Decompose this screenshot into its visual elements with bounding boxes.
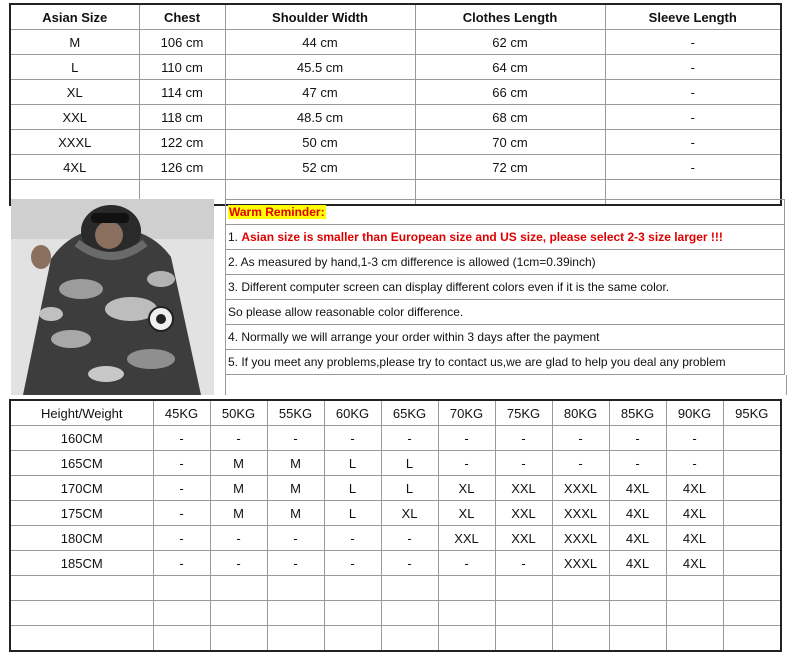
- recommended-size-cell: [324, 576, 381, 601]
- height-weight-row: [10, 576, 781, 601]
- recommended-size-cell: [381, 576, 438, 601]
- height-cell: 170CM: [10, 476, 153, 501]
- height-weight-table: [9, 399, 782, 652]
- size-cell-sleeve-length: -: [605, 105, 781, 130]
- height-weight-row: [10, 476, 781, 501]
- recommended-size-cell: -: [666, 426, 723, 451]
- recommended-size-cell: [723, 601, 781, 626]
- recommended-size-cell: -: [381, 526, 438, 551]
- height-weight-row: [10, 526, 781, 551]
- recommended-size-cell: -: [438, 451, 495, 476]
- size-cell-shoulder-width: 48.5 cm: [225, 105, 415, 130]
- recommended-size-cell: XXL: [495, 501, 552, 526]
- reminder-note-2: [226, 250, 785, 275]
- size-cell-shoulder-width: 52 cm: [225, 155, 415, 180]
- size-cell-chest: 110 cm: [139, 55, 225, 80]
- recommended-size-cell: -: [381, 551, 438, 576]
- size-header-asian-size: Asian Size: [10, 4, 139, 30]
- weight-header: 85KG: [609, 400, 666, 426]
- recommended-size-cell: [438, 626, 495, 652]
- size-chart-header-row: [10, 4, 781, 30]
- size-cell-asian-size: M: [10, 30, 139, 55]
- weight-header: 60KG: [324, 400, 381, 426]
- recommended-size-cell: XL: [438, 476, 495, 501]
- reminder-note-5: [226, 350, 785, 375]
- recommended-size-cell: [723, 551, 781, 576]
- size-chart-table: [9, 3, 782, 206]
- recommended-size-cell: [666, 576, 723, 601]
- size-cell-clothes-length: 64 cm: [415, 55, 605, 80]
- size-cell-asian-size: L: [10, 55, 139, 80]
- product-photo: [11, 199, 214, 395]
- size-chart-row: [10, 130, 781, 155]
- model-photo-illustration: [11, 199, 214, 395]
- recommended-size-cell: -: [438, 551, 495, 576]
- size-cell-clothes-length: 72 cm: [415, 155, 605, 180]
- recommended-size-cell: [153, 576, 210, 601]
- recommended-size-cell: XXL: [438, 526, 495, 551]
- height-cell: 185CM: [10, 551, 153, 576]
- recommended-size-cell: L: [381, 476, 438, 501]
- recommended-size-cell: M: [267, 451, 324, 476]
- size-cell-sleeve-length: -: [605, 30, 781, 55]
- recommended-size-cell: [381, 601, 438, 626]
- recommended-size-cell: 4XL: [609, 551, 666, 576]
- weight-header: 45KG: [153, 400, 210, 426]
- note-1-prefix: 1.: [228, 230, 242, 244]
- size-chart-row: [10, 105, 781, 130]
- recommended-size-cell: XXL: [495, 526, 552, 551]
- recommended-size-cell: 4XL: [666, 501, 723, 526]
- size-cell-asian-size: XL: [10, 80, 139, 105]
- recommended-size-cell: [495, 601, 552, 626]
- recommended-size-cell: 4XL: [666, 526, 723, 551]
- warm-reminder-title: Warm Reminder:: [229, 205, 325, 219]
- recommended-size-cell: -: [324, 551, 381, 576]
- recommended-size-cell: -: [324, 526, 381, 551]
- height-cell: 175CM: [10, 501, 153, 526]
- size-cell-sleeve-length: -: [605, 155, 781, 180]
- recommended-size-cell: XL: [438, 501, 495, 526]
- recommended-size-cell: -: [153, 526, 210, 551]
- recommended-size-cell: L: [324, 451, 381, 476]
- height-weight-row: [10, 501, 781, 526]
- height-cell: 165CM: [10, 451, 153, 476]
- note-5-text: 5. If you meet any problems,please try to contact us,we are glad to help you deal any problem: [226, 350, 785, 375]
- recommended-size-cell: [723, 501, 781, 526]
- recommended-size-cell: [210, 626, 267, 652]
- recommended-size-cell: -: [210, 551, 267, 576]
- size-cell-sleeve-length: -: [605, 55, 781, 80]
- recommended-size-cell: [723, 576, 781, 601]
- height-weight-row: [10, 426, 781, 451]
- size-cell-clothes-length: 70 cm: [415, 130, 605, 155]
- recommended-size-cell: -: [324, 426, 381, 451]
- recommended-size-cell: [267, 601, 324, 626]
- recommended-size-cell: [381, 626, 438, 652]
- height-weight-corner: Height/Weight: [10, 400, 153, 426]
- recommended-size-cell: -: [552, 451, 609, 476]
- recommended-size-cell: -: [210, 426, 267, 451]
- note-3-text: 3. Different computer screen can display different colors even if it is the same color.: [226, 275, 785, 300]
- recommended-size-cell: -: [153, 451, 210, 476]
- size-cell-chest: 118 cm: [139, 105, 225, 130]
- recommended-size-cell: [495, 576, 552, 601]
- recommended-size-cell: 4XL: [609, 526, 666, 551]
- recommended-size-cell: XXL: [495, 476, 552, 501]
- note-2-text: 2. As measured by hand,1-3 cm difference is allowed (1cm=0.39inch): [226, 250, 785, 275]
- height-cell: [10, 626, 153, 652]
- recommended-size-cell: -: [495, 551, 552, 576]
- recommended-size-cell: [153, 626, 210, 652]
- weight-header: 55KG: [267, 400, 324, 426]
- recommended-size-cell: XXXL: [552, 526, 609, 551]
- size-cell-chest: 126 cm: [139, 155, 225, 180]
- recommended-size-cell: M: [267, 476, 324, 501]
- size-header-chest: Chest: [139, 4, 225, 30]
- recommended-size-cell: L: [324, 501, 381, 526]
- size-header-sleeve-length: Sleeve Length: [605, 4, 781, 30]
- height-cell: [10, 576, 153, 601]
- recommended-size-cell: -: [666, 451, 723, 476]
- recommended-size-cell: L: [381, 451, 438, 476]
- recommended-size-cell: XL: [381, 501, 438, 526]
- recommended-size-cell: 4XL: [666, 551, 723, 576]
- recommended-size-cell: [210, 601, 267, 626]
- size-cell-chest: 114 cm: [139, 80, 225, 105]
- recommended-size-cell: -: [609, 451, 666, 476]
- size-cell-clothes-length: 62 cm: [415, 30, 605, 55]
- recommended-size-cell: 4XL: [609, 501, 666, 526]
- size-chart-row: [10, 30, 781, 55]
- size-header-clothes-length: Clothes Length: [415, 4, 605, 30]
- recommended-size-cell: [438, 576, 495, 601]
- size-cell-sleeve-length: -: [605, 130, 781, 155]
- weight-header: 80KG: [552, 400, 609, 426]
- height-weight-row: [10, 451, 781, 476]
- recommended-size-cell: XXXL: [552, 476, 609, 501]
- size-cell-asian-size: XXL: [10, 105, 139, 130]
- recommended-size-cell: [666, 601, 723, 626]
- note-4-text: 4. Normally we will arrange your order within 3 days after the payment: [226, 325, 785, 350]
- note-3b-text: So please allow reasonable color difference.: [226, 300, 785, 325]
- height-weight-row: [10, 551, 781, 576]
- recommended-size-cell: M: [210, 501, 267, 526]
- recommended-size-cell: [552, 601, 609, 626]
- recommended-size-cell: -: [438, 426, 495, 451]
- size-cell-chest: 106 cm: [139, 30, 225, 55]
- height-cell: [10, 601, 153, 626]
- size-cell-asian-size: XXXL: [10, 130, 139, 155]
- recommended-size-cell: M: [210, 476, 267, 501]
- size-cell-shoulder-width: 45.5 cm: [225, 55, 415, 80]
- recommended-size-cell: [267, 576, 324, 601]
- weight-header: 95KG: [723, 400, 781, 426]
- recommended-size-cell: XXXL: [552, 551, 609, 576]
- recommended-size-cell: -: [153, 551, 210, 576]
- size-chart-row: [10, 55, 781, 80]
- reminder-note-1: [226, 225, 785, 250]
- size-chart-row: [10, 155, 781, 180]
- recommended-size-cell: [552, 576, 609, 601]
- recommended-size-cell: [723, 426, 781, 451]
- recommended-size-cell: -: [552, 426, 609, 451]
- recommended-size-cell: [267, 626, 324, 652]
- size-chart-row: [10, 80, 781, 105]
- height-weight-row: [10, 626, 781, 652]
- recommended-size-cell: [723, 526, 781, 551]
- note-1-warning: Asian size is smaller than European size and US size, please select 2-3 size larger !!!: [241, 230, 723, 244]
- recommended-size-cell: M: [210, 451, 267, 476]
- recommended-size-cell: [723, 476, 781, 501]
- recommended-size-cell: -: [495, 426, 552, 451]
- height-weight-row: [10, 601, 781, 626]
- recommended-size-cell: [609, 626, 666, 652]
- recommended-size-cell: [324, 626, 381, 652]
- recommended-size-cell: -: [153, 426, 210, 451]
- recommended-size-cell: -: [153, 501, 210, 526]
- recommended-size-cell: 4XL: [666, 476, 723, 501]
- size-cell-chest: 122 cm: [139, 130, 225, 155]
- reminder-note-4: [226, 325, 785, 350]
- recommended-size-cell: -: [381, 426, 438, 451]
- weight-header: 65KG: [381, 400, 438, 426]
- recommended-size-cell: -: [267, 526, 324, 551]
- recommended-size-cell: [552, 626, 609, 652]
- recommended-size-cell: 4XL: [609, 476, 666, 501]
- height-cell: 160CM: [10, 426, 153, 451]
- reminder-note-3: [226, 275, 785, 300]
- recommended-size-cell: [495, 626, 552, 652]
- recommended-size-cell: -: [267, 426, 324, 451]
- recommended-size-cell: M: [267, 501, 324, 526]
- recommended-size-cell: [438, 601, 495, 626]
- recommended-size-cell: [666, 626, 723, 652]
- recommended-size-cell: XXXL: [552, 501, 609, 526]
- weight-header: 75KG: [495, 400, 552, 426]
- recommended-size-cell: [609, 601, 666, 626]
- weight-header: 90KG: [666, 400, 723, 426]
- weight-header: 50KG: [210, 400, 267, 426]
- reminder-blank-row: [225, 375, 787, 395]
- size-cell-shoulder-width: 44 cm: [225, 30, 415, 55]
- size-cell-clothes-length: 66 cm: [415, 80, 605, 105]
- recommended-size-cell: L: [324, 476, 381, 501]
- height-weight-header-row: [10, 400, 781, 426]
- recommended-size-cell: -: [267, 551, 324, 576]
- size-header-shoulder-width: Shoulder Width: [225, 4, 415, 30]
- reminder-notes: [225, 199, 785, 375]
- size-cell-shoulder-width: 47 cm: [225, 80, 415, 105]
- reminder-title-row: [226, 200, 785, 225]
- recommended-size-cell: [723, 451, 781, 476]
- recommended-size-cell: -: [609, 426, 666, 451]
- reminder-note-3b: [226, 300, 785, 325]
- size-cell-asian-size: 4XL: [10, 155, 139, 180]
- recommended-size-cell: [324, 601, 381, 626]
- recommended-size-cell: [609, 576, 666, 601]
- size-cell-sleeve-length: -: [605, 80, 781, 105]
- recommended-size-cell: -: [153, 476, 210, 501]
- size-cell-clothes-length: 68 cm: [415, 105, 605, 130]
- recommended-size-cell: -: [495, 451, 552, 476]
- recommended-size-cell: [210, 576, 267, 601]
- size-cell-shoulder-width: 50 cm: [225, 130, 415, 155]
- recommended-size-cell: -: [210, 526, 267, 551]
- recommended-size-cell: [723, 626, 781, 652]
- height-cell: 180CM: [10, 526, 153, 551]
- weight-header: 70KG: [438, 400, 495, 426]
- recommended-size-cell: [153, 601, 210, 626]
- reminder-section: [9, 197, 780, 397]
